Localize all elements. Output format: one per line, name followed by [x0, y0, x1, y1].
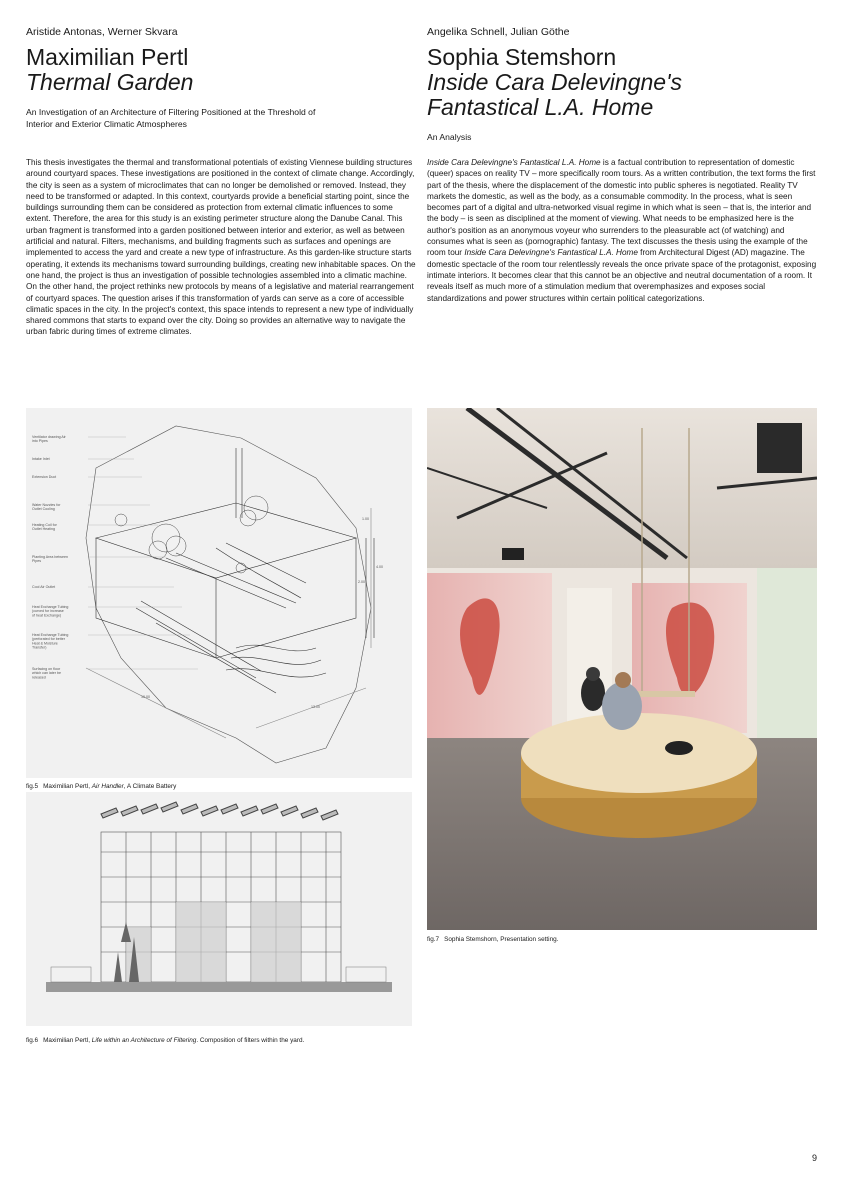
fig5-label-8: Heat Exchange Tubing (perforated for better Heat & Moisture Transfer) — [32, 633, 69, 650]
fig5-label-7: Heat Exchange Tubing (curved for increase of heat Exchange) — [32, 605, 69, 618]
fig6-section-drawing — [26, 792, 412, 1026]
right-body-italic-2: Inside Cara Delevingne's Fantastical L.A. Home — [464, 248, 638, 258]
fig6-work: Life within an Architecture of Filtering — [91, 1037, 197, 1044]
left-subtitle: An Investigation of an Architecture of Filtering Positioned at the Threshold of Interior and Exterior Climatic Atmospheres — [26, 107, 316, 129]
fig5-work: Air Handler — [91, 783, 124, 790]
left-supervisors: Aristide Antonas, Werner Skvara — [26, 26, 178, 38]
fig5-caption — [26, 782, 176, 791]
right-title — [427, 45, 817, 120]
right-supervisors: Angelika Schnell, Julian Göthe — [427, 26, 570, 38]
right-author: Sophia Stemshorn — [427, 44, 617, 70]
fig6-caption-rest: . Composition of filters within the yard. — [196, 1037, 305, 1044]
fig5-label-9: Surfacing on floor which can later be released — [32, 667, 61, 680]
fig5-label-4: Heating Coil for Outlet Heating — [32, 523, 57, 532]
fig5-air-handler-drawing — [26, 408, 412, 778]
left-project-title: Thermal Garden — [26, 69, 194, 95]
fig5-label-3: Water Nozzles for Outlet Cooling — [32, 503, 61, 512]
fig7-presentation-photo — [427, 408, 817, 930]
fig6-author: Maximilian Pertl, — [43, 1037, 90, 1044]
fig5-dimension-1: 2.00 — [358, 580, 365, 584]
right-column — [427, 26, 817, 120]
fig5-label-0: Ventilator drawing Air into Pipes — [32, 435, 66, 444]
fig5-dimension-3: 13.00 — [311, 705, 320, 709]
fig7-caption-text: Sophia Stemshorn, Presentation setting. — [444, 936, 559, 943]
fig7-svg — [427, 408, 817, 930]
fig5-dimension-group — [141, 517, 383, 709]
fig7-caption — [427, 935, 558, 944]
fig5-number: fig.5 — [26, 783, 39, 790]
fig7-number: fig.7 — [427, 936, 440, 943]
fig5-svg — [26, 408, 412, 778]
fig5-label-5: Planting Area between Pipes — [32, 555, 68, 564]
fig5-author: Maximilian Pertl, — [43, 783, 90, 790]
right-body-part-1: is a factual contribution to representation of domestic (queer) spaces on reality TV – more specifically room tours. As a written contribution, the text forms the first part of the thesis, where the displacement of the domestic into public spheres is negotiated. Reality TV markets the domestic, as well as the body, as a consumable commodity. In the process, what is seen becomes part of a digital and ultra-networked visual regime in which what is seen – that is, the interior and the body – is seen as disciplined at the moment of viewing. What needs to be emphasized here is the author's position as an anonymous voyeur who surrenders to the pleasurable act (of watching) and consumes what is seen as (pornographic) fantasy. The text discusses the thesis using the example of the room tour — [427, 158, 816, 258]
right-project-title-line2: Fantastical L.A. Home — [427, 94, 654, 120]
left-title — [26, 45, 414, 95]
fig5-label-2: Extension Duct — [32, 475, 57, 479]
right-body-italic-1: Inside Cara Delevingne's Fantastical L.A. Home — [427, 158, 601, 167]
right-body-text — [427, 157, 819, 304]
fig6-number: fig.6 — [26, 1037, 39, 1044]
fig5-label-1: Intake Inlet — [32, 457, 50, 461]
fig5-dimension-4: 10.00 — [141, 695, 150, 699]
fig5-dimension-0: 1.00 — [362, 517, 369, 521]
left-author: Maximilian Pertl — [26, 44, 189, 70]
fig6-caption — [26, 1036, 304, 1045]
fig6-svg — [26, 792, 412, 1026]
fig5-caption-rest: , A Climate Battery — [123, 783, 177, 790]
right-subtitle: An Analysis — [427, 132, 472, 142]
left-body-text: This thesis investigates the thermal and transformational potentials of existing Viennese building structures around courtyard spaces. These investigations are positioned in the context of climate change. Accordingly, the city is seen as a system of microclimates that can no longer be demolished or removed. Instead, they need to be transformed or adapted. In this context, courtyards provide a beneficial starting point, since the buildings surrounding them can be considered as protection from external climatic influences to some extent. Therefore, the area for this study is an existing perimeter structure along the Danube Canal. This urban fragment is transformed into a garden positioned between interior and exterior, as well as between artificial and natural. Filters, mechanisms, and building fragments such as surfaces and openings are implemented to access the yard and create a new type of infrastructure. As this garden-like structure starts operating, it extends its mechanisms toward surrounding buildings, creating new inhabitable spaces. On the one hand, the project is thus an investigation of possible technologies assembled into a climatic machine. On the other hand, the project rethinks new protocols by means of a legislative and material rearrangement of courtyard spaces. The question arises if this transformation of yards can serve as a core of accessible climatic spaces in the city. In the project's context, this space intends to represent a new type of individually shared commons that starts to expand over the city. Doing so provides an alternative way to navigate the urban fabric during times of extreme climates. — [26, 158, 416, 337]
right-project-title-line1: Inside Cara Delevingne's — [427, 69, 682, 95]
fig5-dimension-2: 4.00 — [376, 565, 383, 569]
page-number: 9 — [811, 1153, 817, 1163]
left-column — [26, 26, 414, 95]
right-body-part-2: from Architectural Digest (AD) magazine. The domestic spectacle of the room tour relentlessly reveals the once private space of the protagonist, exposing intimate interiors. It becomes clear that this cannot be an objective and neutral documentation of a room. It reveals itself as much more of a stimulation medium that overemphasizes and exposes social standardizations and power structures within certain political categorizations. — [427, 248, 817, 303]
fig5-label-group — [32, 435, 198, 679]
fig5-label-6: Cool Air Outlet — [32, 585, 56, 589]
